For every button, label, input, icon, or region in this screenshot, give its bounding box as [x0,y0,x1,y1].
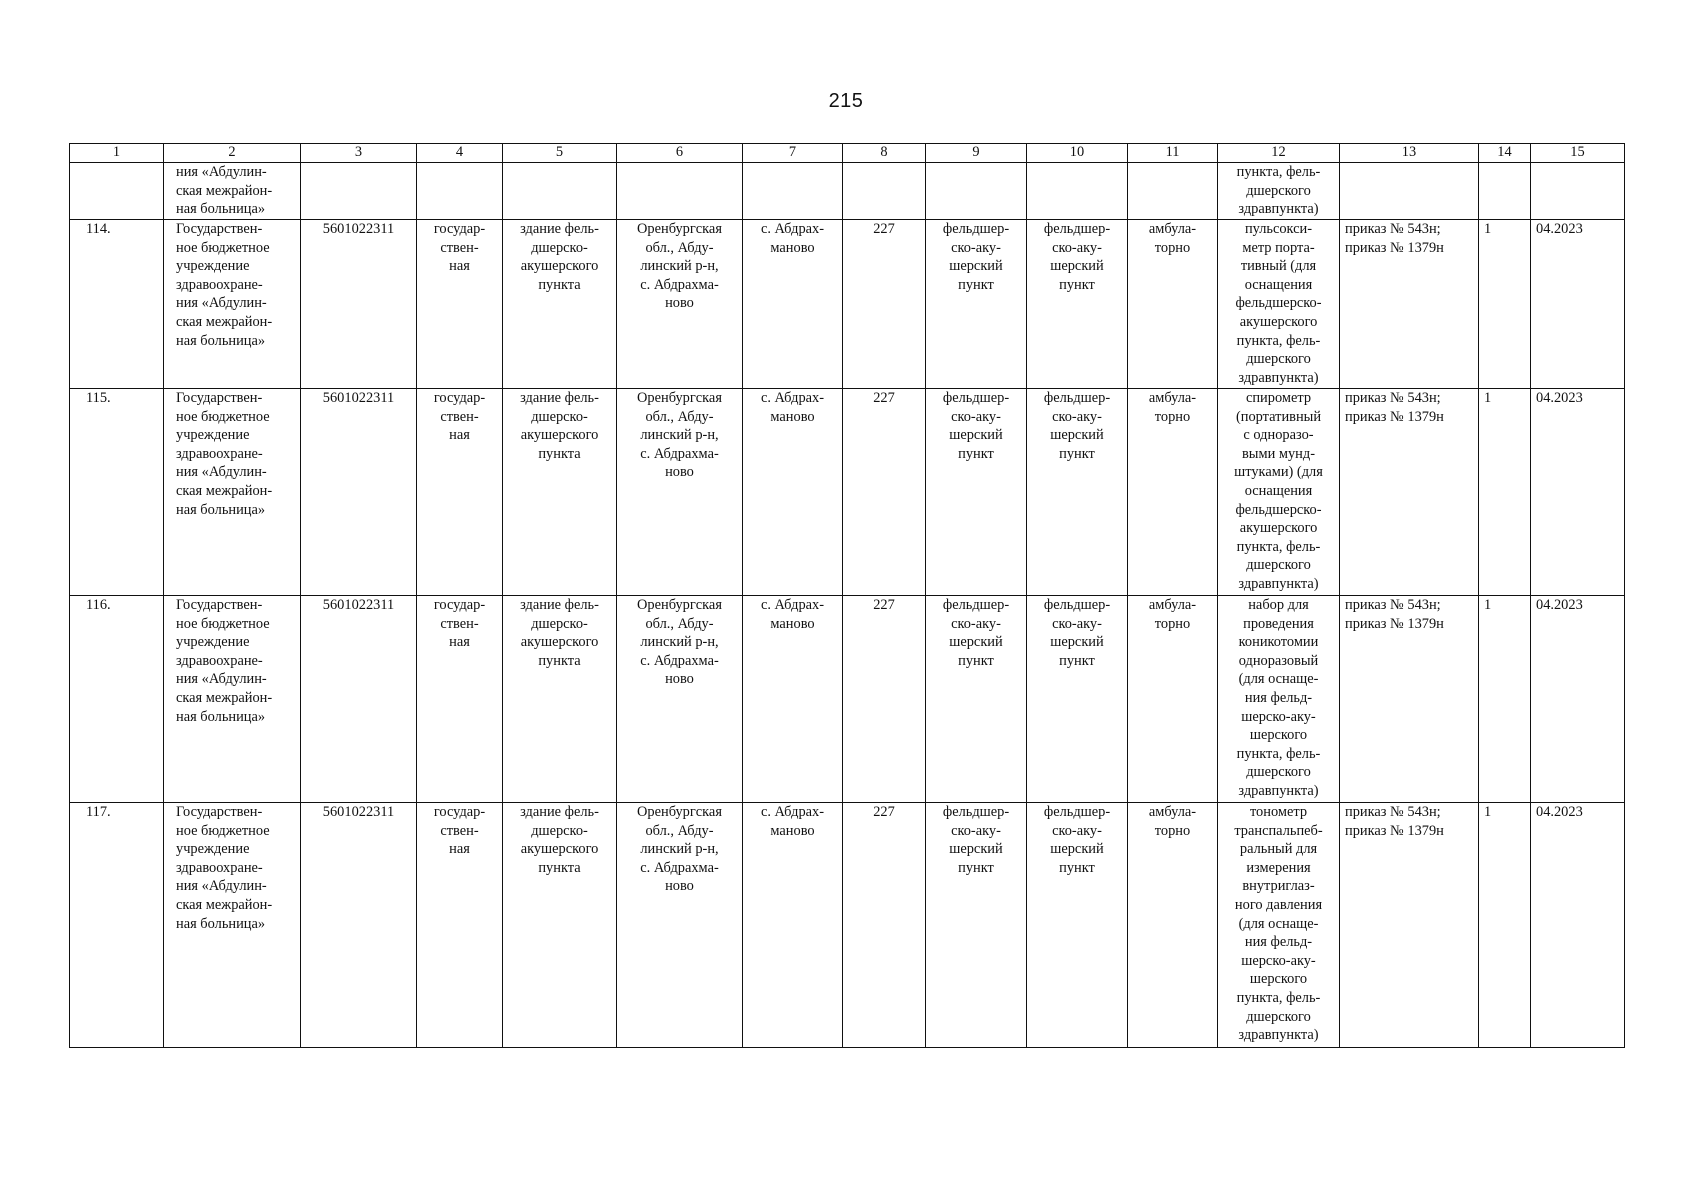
cell-population: 227 [843,596,926,803]
cell-population: 227 [843,389,926,596]
cell-settlement: с. Абдрах- маново [743,220,843,389]
cell-organization: ния «Абдулин- ская межрайон- ная больница» [164,163,301,220]
cell-quantity: 1 [1479,803,1531,1048]
cell-ownership [417,163,503,220]
cell-care-form: амбула- торно [1128,596,1218,803]
page-number: 215 [828,90,864,112]
cell-settlement: с. Абдрах- маново [743,596,843,803]
column-header-10: 10 [1027,144,1128,163]
cell-inn: 5601022311 [301,803,417,1048]
cell-organization: Государствен- ное бюджетное учреждение здравоохране- ния «Абдулин- ская межрайон- ная больница» [164,389,301,596]
cell-row-number: 115. [70,389,164,596]
cell-row-number: 114. [70,220,164,389]
column-header-15: 15 [1531,144,1625,163]
cell-ownership: государ- ствен- ная [417,803,503,1048]
column-header-5: 5 [503,144,617,163]
table-row [70,389,1625,596]
header-row [70,144,1625,163]
table-row [70,596,1625,803]
cell-order: приказ № 543н; приказ № 1379н [1340,803,1479,1048]
column-header-6: 6 [617,144,743,163]
cell-row-number [70,163,164,220]
cell-order: приказ № 543н; приказ № 1379н [1340,220,1479,389]
column-header-12: 12 [1218,144,1340,163]
column-header-7: 7 [743,144,843,163]
cell-quantity [1479,163,1531,220]
cell-organization: Государствен- ное бюджетное учреждение здравоохране- ния «Абдулин- ская межрайон- ная больница» [164,803,301,1048]
cell-equipment: пульсокси- метр порта- тивный (для оснащения фельдшерско- акушерского пункта, фель- дшерского здравпункта) [1218,220,1340,389]
cell-facility-type: фельдшер- ско-аку- шерский пункт [926,596,1027,803]
cell-inn: 5601022311 [301,220,417,389]
cell-equipment: спирометр (портативный с одноразо- выми мунд- штуками) (для оснащения фельдшерско- акушерского пункта, фель- дшерского здравпункта) [1218,389,1340,596]
register-table [69,143,1625,1048]
column-header-1: 1 [70,144,164,163]
column-header-4: 4 [417,144,503,163]
cell-unit-type: фельдшер- ско-аку- шерский пункт [1027,803,1128,1048]
cell-address: Оренбургская обл., Абду- линский р-н, с. Абдрахма- ново [617,596,743,803]
cell-equipment: набор для проведения коникотомии одноразовый (для оснаще- ния фельд- шерско-аку- шерского пункта, фель- дшерского здравпункта) [1218,596,1340,803]
cell-settlement: с. Абдрах- маново [743,389,843,596]
cell-date: 04.2023 [1531,389,1625,596]
cell-building: здание фель- дшерско- акушерского пункта [503,803,617,1048]
cell-order [1340,163,1479,220]
cell-population: 227 [843,220,926,389]
cell-unit-type: фельдшер- ско-аку- шерский пункт [1027,596,1128,803]
cell-equipment: пункта, фель- дшерского здравпункта) [1218,163,1340,220]
cell-quantity: 1 [1479,596,1531,803]
cell-date: 04.2023 [1531,803,1625,1048]
column-header-9: 9 [926,144,1027,163]
column-header-13: 13 [1340,144,1479,163]
table-row-continuation [70,163,1625,220]
cell-date [1531,163,1625,220]
cell-facility-type: фельдшер- ско-аку- шерский пункт [926,803,1027,1048]
cell-population [843,163,926,220]
cell-unit-type [1027,163,1128,220]
cell-address: Оренбургская обл., Абду- линский р-н, с. Абдрахма- ново [617,220,743,389]
cell-ownership: государ- ствен- ная [417,596,503,803]
cell-building: здание фель- дшерско- акушерского пункта [503,596,617,803]
cell-population: 227 [843,803,926,1048]
cell-ownership: государ- ствен- ная [417,389,503,596]
cell-address: Оренбургская обл., Абду- линский р-н, с. Абдрахма- ново [617,803,743,1048]
cell-inn: 5601022311 [301,596,417,803]
cell-date: 04.2023 [1531,596,1625,803]
cell-address: Оренбургская обл., Абду- линский р-н, с. Абдрахма- ново [617,389,743,596]
cell-organization: Государствен- ное бюджетное учреждение здравоохране- ния «Абдулин- ская межрайон- ная больница» [164,596,301,803]
cell-care-form: амбула- торно [1128,220,1218,389]
column-header-11: 11 [1128,144,1218,163]
column-header-14: 14 [1479,144,1531,163]
table-row [70,220,1625,389]
column-header-3: 3 [301,144,417,163]
cell-address [617,163,743,220]
column-header-8: 8 [843,144,926,163]
cell-care-form [1128,163,1218,220]
cell-inn: 5601022311 [301,389,417,596]
cell-settlement [743,163,843,220]
cell-building [503,163,617,220]
cell-quantity: 1 [1479,220,1531,389]
cell-care-form: амбула- торно [1128,803,1218,1048]
cell-facility-type: фельдшер- ско-аку- шерский пункт [926,220,1027,389]
cell-unit-type: фельдшер- ско-аку- шерский пункт [1027,389,1128,596]
cell-row-number: 116. [70,596,164,803]
cell-facility-type [926,163,1027,220]
cell-ownership: государ- ствен- ная [417,220,503,389]
cell-date: 04.2023 [1531,220,1625,389]
cell-care-form: амбула- торно [1128,389,1218,596]
cell-row-number: 117. [70,803,164,1048]
cell-organization: Государствен- ное бюджетное учреждение здравоохране- ния «Абдулин- ская межрайон- ная больница» [164,220,301,389]
column-header-2: 2 [164,144,301,163]
table-row [70,803,1625,1048]
cell-quantity: 1 [1479,389,1531,596]
cell-building: здание фель- дшерско- акушерского пункта [503,220,617,389]
cell-facility-type: фельдшер- ско-аку- шерский пункт [926,389,1027,596]
cell-settlement: с. Абдрах- маново [743,803,843,1048]
cell-building: здание фель- дшерско- акушерского пункта [503,389,617,596]
cell-order: приказ № 543н; приказ № 1379н [1340,389,1479,596]
cell-unit-type: фельдшер- ско-аку- шерский пункт [1027,220,1128,389]
cell-inn [301,163,417,220]
cell-order: приказ № 543н; приказ № 1379н [1340,596,1479,803]
cell-equipment: тонометр транспальпеб- ральный для измерения внутриглаз- ного давления (для оснаще- ния фельд- шерско-аку- шерского пункта, фель- дшерского здравпункта) [1218,803,1340,1048]
